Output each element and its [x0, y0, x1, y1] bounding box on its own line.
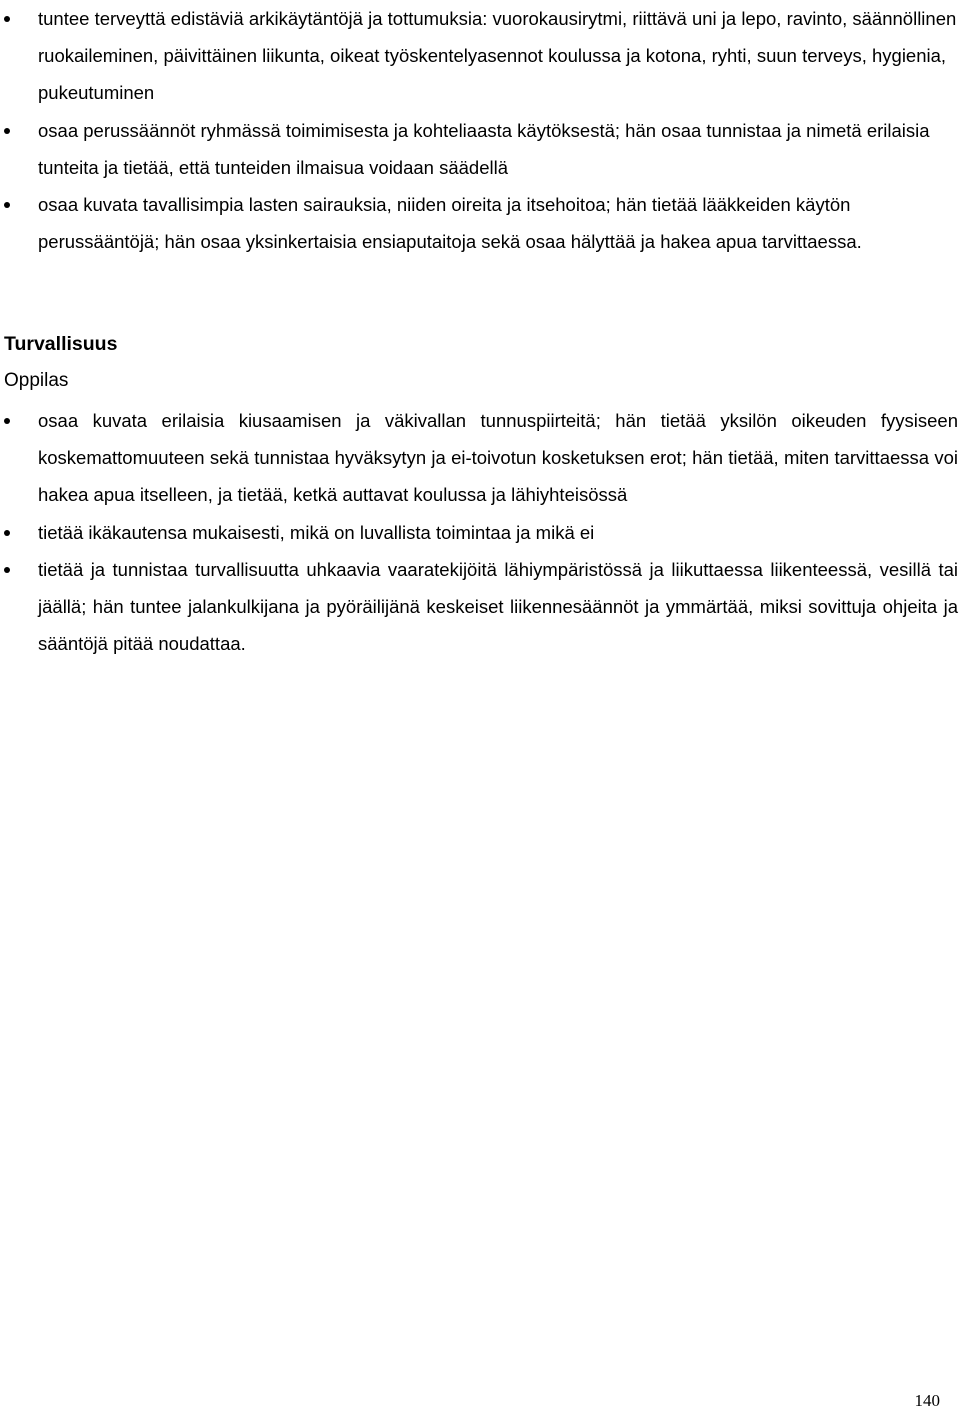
list-item — [0, 514, 958, 551]
list-item — [0, 0, 958, 112]
list-item-text: osaa kuvata erilaisia kiusaamisen ja väkivallan tunnuspiirteitä; hän tietää yksilön oikeuden fyysiseen koskemattomuuteen sekä tunnistaa hyväksytyn ja ei-toivotun kosketuksen erot; hän tietää, miten tarvittaessa voi hakea apua itselleen, ja tietää, ketkä auttavat koulussa ja lähiyhteisössä — [38, 410, 958, 506]
page-number: 140 — [914, 1391, 940, 1410]
health-habits-list — [0, 0, 958, 260]
section-subheading: Oppilas — [4, 370, 69, 391]
bullet-icon — [4, 16, 10, 22]
list-item-text: tietää ja tunnistaa turvallisuutta uhkaavia vaaratekijöitä lähiympäristössä ja liikuttaessa liikenteessä, vesillä tai jäällä; hän tuntee jalankulkijana ja pyöräilijänä keskeiset liikennesäännöt ja ymmärtää, miksi sovittuja ohjeita ja sääntöjä pitää noudattaa. — [38, 558, 958, 655]
list-item — [0, 186, 958, 260]
safety-list — [0, 402, 958, 662]
section-heading: Turvallisuus — [4, 333, 118, 355]
bullet-icon — [4, 202, 10, 208]
list-item-text: osaa perussäännöt ryhmässä toimimisesta ja kohteliaasta käytöksestä; hän osaa tunnistaa ja nimetä erilaisia tunteita ja tietää, että tunteiden ilmaisua voidaan säädellä — [38, 119, 930, 178]
bullet-icon — [4, 418, 10, 424]
list-item-text: tuntee terveyttä edistäviä arkikäytäntöjä ja tottumuksia: vuorokausirytmi, riittävä uni ja lepo, ravinto, säännöllinen ruokaileminen, päivittäinen liikunta, oikeat työskentelyasennot koulussa ja kotona, ryhti, suun terveys, hygienia, pukeutuminen — [38, 8, 957, 104]
bullet-icon — [4, 530, 10, 536]
bullet-icon — [4, 567, 10, 573]
list-item — [0, 402, 958, 514]
bullet-icon — [4, 128, 10, 134]
list-item — [0, 551, 958, 663]
list-item — [0, 112, 958, 186]
list-item-text: osaa kuvata tavallisimpia lasten sairauksia, niiden oireita ja itsehoitoa; hän tietää lääkkeiden käytön perussääntöjä; hän osaa yksinkertaisia ensiaputaitoja sekä osaa hälyttää ja hakea apua tarvittaessa. — [38, 194, 862, 253]
list-item-text: tietää ikäkautensa mukaisesti, mikä on luvallista toimintaa ja mikä ei — [38, 521, 595, 543]
